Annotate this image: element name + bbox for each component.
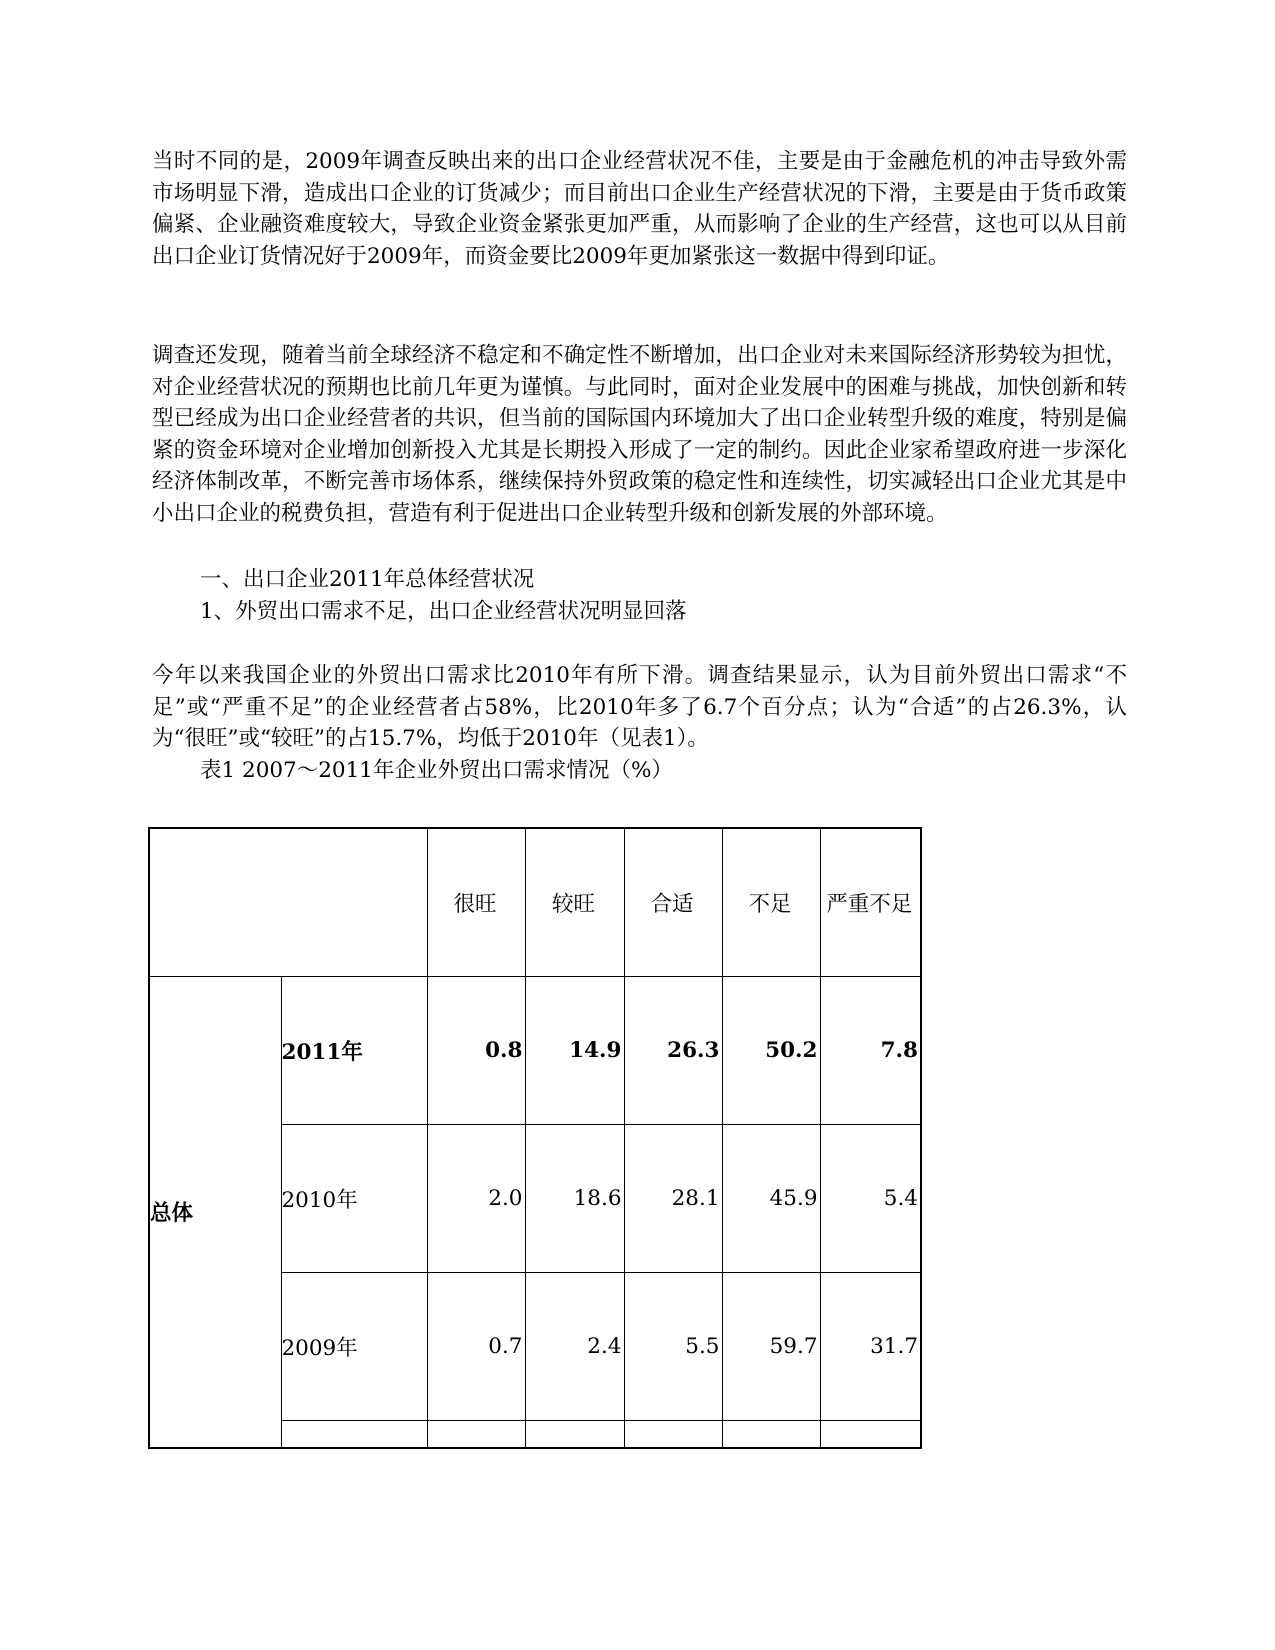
empty-cell	[624, 1420, 722, 1448]
value-cell: 2.0	[427, 1124, 525, 1272]
paragraph-3: 今年以来我国企业的外贸出口需求比2010年有所下滑。调查结果显示，认为目前外贸出口需求“不足”或“严重不足”的企业经营者占58%，比2010年多了6.7个百分点；认为“合适”的占26.3%，认为“很旺”或“较旺”的占15.7%，均低于2010年（见表1）。	[152, 663, 1127, 751]
value-cell: 28.1	[624, 1124, 722, 1272]
value-cell: 45.9	[722, 1124, 820, 1272]
value-cell: 18.6	[525, 1124, 624, 1272]
section-heading: 一、出口企业2011年总体经营状况	[200, 567, 535, 592]
table-row	[149, 976, 921, 1124]
export-demand-table	[148, 827, 922, 1449]
value-cell: 14.9	[525, 976, 624, 1124]
table-caption: 表1 2007～2011年企业外贸出口需求情况（%）	[200, 758, 673, 783]
value-cell: 26.3	[624, 976, 722, 1124]
year-cell: 2010年	[281, 1124, 427, 1272]
table-corner-cell	[149, 828, 427, 976]
header-severely-insufficient: 严重不足	[820, 828, 921, 976]
value-cell: 5.5	[624, 1272, 722, 1420]
header-very-strong: 很旺	[427, 828, 525, 976]
group-label-cell: 总体	[149, 976, 281, 1448]
year-cell: 2011年	[281, 976, 427, 1124]
value-cell: 31.7	[820, 1272, 921, 1420]
header-strong: 较旺	[525, 828, 624, 976]
paragraph-1-block	[152, 146, 1127, 272]
value-cell: 7.8	[820, 976, 921, 1124]
value-cell: 59.7	[722, 1272, 820, 1420]
empty-cell	[525, 1420, 624, 1448]
paragraph-3-block	[152, 660, 1127, 755]
paragraph-1: 当时不同的是，2009年调查反映出来的出口企业经营状况不佳，主要是由于金融危机的冲击导致外需市场明显下滑，造成出口企业的订货减少；而目前出口企业生产经营状况的下滑，主要是由于货币政策偏紧、企业融资难度较大，导致企业资金紧张更加严重，从而影响了企业的生产经营，这也可以从目前出口企业订货情况好于2009年，而资金要比2009年更加紧张这一数据中得到印证。	[152, 149, 1127, 269]
paragraph-2: 调查还发现，随着当前全球经济不稳定和不确定性不断增加，出口企业对未来国际经济形势较为担忧，对企业经营状况的预期也比前几年更为谨慎。与此同时，面对企业发展中的困难与挑战，加快创新和转型已经成为出口企业经营者的共识，但当前的国际国内环境加大了出口企业转型升级的难度，特别是偏紧的资金环境对企业增加创新投入尤其是长期投入形成了一定的制约。因此企业家希望政府进一步深化经济体制改革，不断完善市场体系，继续保持外贸政策的稳定性和连续性，切实减轻出口企业尤其是中小出口企业的税费负担，营造有利于促进出口企业转型升级和创新发展的外部环境。	[152, 343, 1127, 526]
empty-cell	[427, 1420, 525, 1448]
empty-cell	[722, 1420, 820, 1448]
table-header-row	[149, 828, 921, 976]
value-cell: 0.7	[427, 1272, 525, 1420]
paragraph-2-block	[152, 340, 1127, 529]
value-cell: 2.4	[525, 1272, 624, 1420]
header-insufficient: 不足	[722, 828, 820, 976]
empty-cell	[281, 1420, 427, 1448]
empty-cell	[820, 1420, 921, 1448]
value-cell: 50.2	[722, 976, 820, 1124]
subsection-heading: 1、外贸出口需求不足，出口企业经营状况明显回落	[200, 599, 687, 624]
header-adequate: 合适	[624, 828, 722, 976]
year-cell: 2009年	[281, 1272, 427, 1420]
value-cell: 5.4	[820, 1124, 921, 1272]
value-cell: 0.8	[427, 976, 525, 1124]
